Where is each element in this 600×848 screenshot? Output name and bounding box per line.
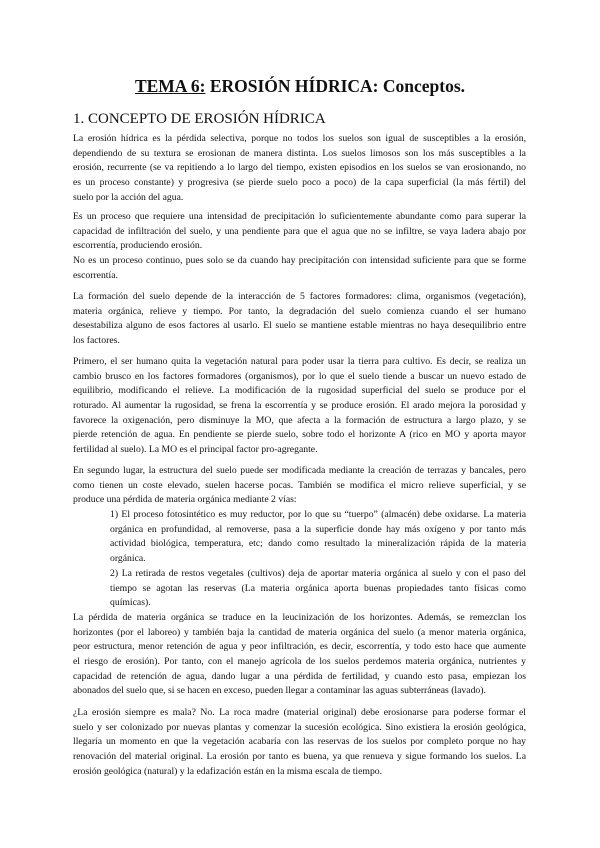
text-line: roturado. Al aumentar la rugosidad, se frena la escorrentía y se produce erosión. El arado mejora la porosidad y [73, 400, 526, 412]
text-line: escorrentía, produciendo erosión. [73, 240, 203, 252]
paragraph-organic-matter [73, 611, 526, 699]
text-line: químicas). [110, 597, 151, 609]
text-line: desestabiliza alguno de esos factores al usarlo. El suelo se mantiene estable mientras no haya desequilibrio entre [73, 320, 526, 332]
paragraph-question [73, 706, 526, 779]
text-line: En segundo lugar, la estructura del suelo puede ser modificada mediante la creación de terrazas y bancales, pero [73, 465, 526, 476]
text-line: llegaría un momento en que la vegetación acabaría con las reservas de los suelos por completo porque no hay [73, 736, 526, 748]
text-line: actividad biológica, temperatura, etc; dando como resultado la mineralización rápida de la materia [110, 538, 526, 550]
text-line: erosión, recurrente (se va repitiendo a lo largo del tiempo, existen episodios en los suelos se van erosionando, no [73, 162, 526, 174]
text-line: orgánica en profundidad, al removerse, pasa a la superficie donde hay más oxígeno y por tanto más [110, 523, 526, 535]
text-line: los factores. [73, 335, 120, 347]
text-line: capacidad de infiltración del suelo, y una pendiente para que el agua que no se infiltre, se vaya ladera abajo por [73, 225, 526, 237]
text-line: horizontes (por el laboreo) y también baja la cantidad de materia orgánica del suelo (a menor materia orgánica, [73, 626, 526, 638]
text-line: materia orgánica, relieve y tiempo. Por tanto, la degradación del suelo comienza cuando el ser humano [73, 305, 526, 317]
text-line: tiempo se agotan las reservas (La materia orgánica aporta buenas propiedades tanto físicas como [110, 582, 526, 594]
document-title [0, 75, 600, 97]
text-line: capacidad de retención de agua, dando lugar a una pérdida de fertilidad, y cuando esto pasa, empiezan los [73, 670, 526, 682]
text-line: La formación del suelo depende de la interacción de 5 factores formadores: clima, organismos (vegetación), [73, 291, 526, 302]
paragraph-first [73, 355, 526, 458]
list-item [73, 567, 526, 611]
text-line: orgánica. [110, 553, 146, 565]
text-line: La pérdida de materia orgánica se traduce en la leucinización de los horizontes. Además, se remezclan los [73, 612, 526, 623]
text-line: erosión geológica (natural) y la edafización están en la misma escala de tiempo. [73, 765, 383, 777]
text-line: La erosión hídrica es la pérdida selectiva, porque no todos los suelos son igual de susceptibles a la erosión, [73, 133, 526, 144]
paragraph-soil-formation [73, 290, 526, 349]
text-line: produce una pérdida de materia orgánica mediante 2 vías: [73, 494, 297, 506]
text-line: Es un proceso que requiere una intensidad de precipitación lo suficientemente abundante como para superar la [73, 211, 526, 222]
text-line: pierde retención de agua. En pendiente se pierde suelo, sobre todo el horizonte A (rico en MO y aporta mayor [73, 429, 526, 441]
text-line: fertilidad al suelo). La MO es el principal factor pro-agregante. [73, 444, 318, 456]
text-line: renovación del material original. La erosión por tanto es buena, ya que renueva y sigue formando los suelos. La [73, 751, 526, 763]
text-line: dependiendo de su textura se erosionan de manera distinta. Los suelos limosos son los más susceptibles a la [73, 147, 526, 159]
text-line: cambio brusco en los factores formadores (organismos), por lo que el suelo tiende a buscar un nuevo estado de [73, 370, 526, 382]
text-line: es un proceso constante) y progresiva (se pierde suelo poco a poco) de la capa superficial (la más fértil) del [73, 177, 526, 189]
text-line: peor estructura, menor retención de agua y peor infiltración, es decir, escorrentía, y todo esto hace que aumente [73, 641, 526, 653]
text-line: suelo y ser colonizado por nuevas plantas y comenzar la sucesión ecológica. Sino existiera la erosión geológica, [73, 721, 526, 733]
text-line: 1) El proceso fotosintético es muy reductor, por lo que su “tuerpo” (almacén) debe oxidarse. La materia [110, 509, 526, 521]
text-line: favorece la oxigenación, pero disminuye la MO, que afecta a la formación de estructura a largo plazo, y se [73, 414, 526, 426]
text-line: el riesgo de erosión). Por tanto, con el manejo agrícola de los suelos perdemos materia orgánica, nutrientes y [73, 656, 526, 668]
text-line: escorrentía. [73, 269, 118, 281]
title-text: EROSIÓN HÍDRICA: Conceptos. [205, 76, 466, 96]
text-line: como tienen un coste elevado, suelen hacerse pocas. También se modifica el micro relieve superficial, y se [73, 479, 526, 491]
paragraph-definition [73, 132, 526, 205]
paragraph-process [73, 210, 526, 283]
text-line: 2) La retirada de restos vegetales (cultivos) deja de aportar materia orgánica al suelo y con el paso del [110, 567, 526, 579]
text-line: abonados del suelo que, si se hacen en exceso, pueden llegar a contaminar las aguas subterráneas (lavado). [73, 685, 486, 697]
text-line: equilibrio, modificando el relieve. La modificación de la rugosidad superficial del suelo se produce por el [73, 385, 526, 397]
title-topic-number: TEMA 6: [134, 76, 206, 96]
text-line: suelo por la acción del agua. [73, 191, 184, 203]
list-item [73, 508, 526, 567]
text-line: No es un proceso continuo, pues solo se da cuando hay precipitación con intensidad suficiente para que se forme [73, 255, 526, 267]
paragraph-second [73, 464, 526, 611]
section-heading: 1. CONCEPTO DE EROSIÓN HÍDRICA [73, 111, 326, 127]
text-line: Primero, el ser humano quita la vegetación natural para poder usar la tierra para cultivo. Es decir, se realiza un [73, 356, 526, 367]
text-line: ¿La erosión siempre es mala? No. La roca madre (material original) debe erosionarse para poderse formar el [73, 707, 526, 718]
